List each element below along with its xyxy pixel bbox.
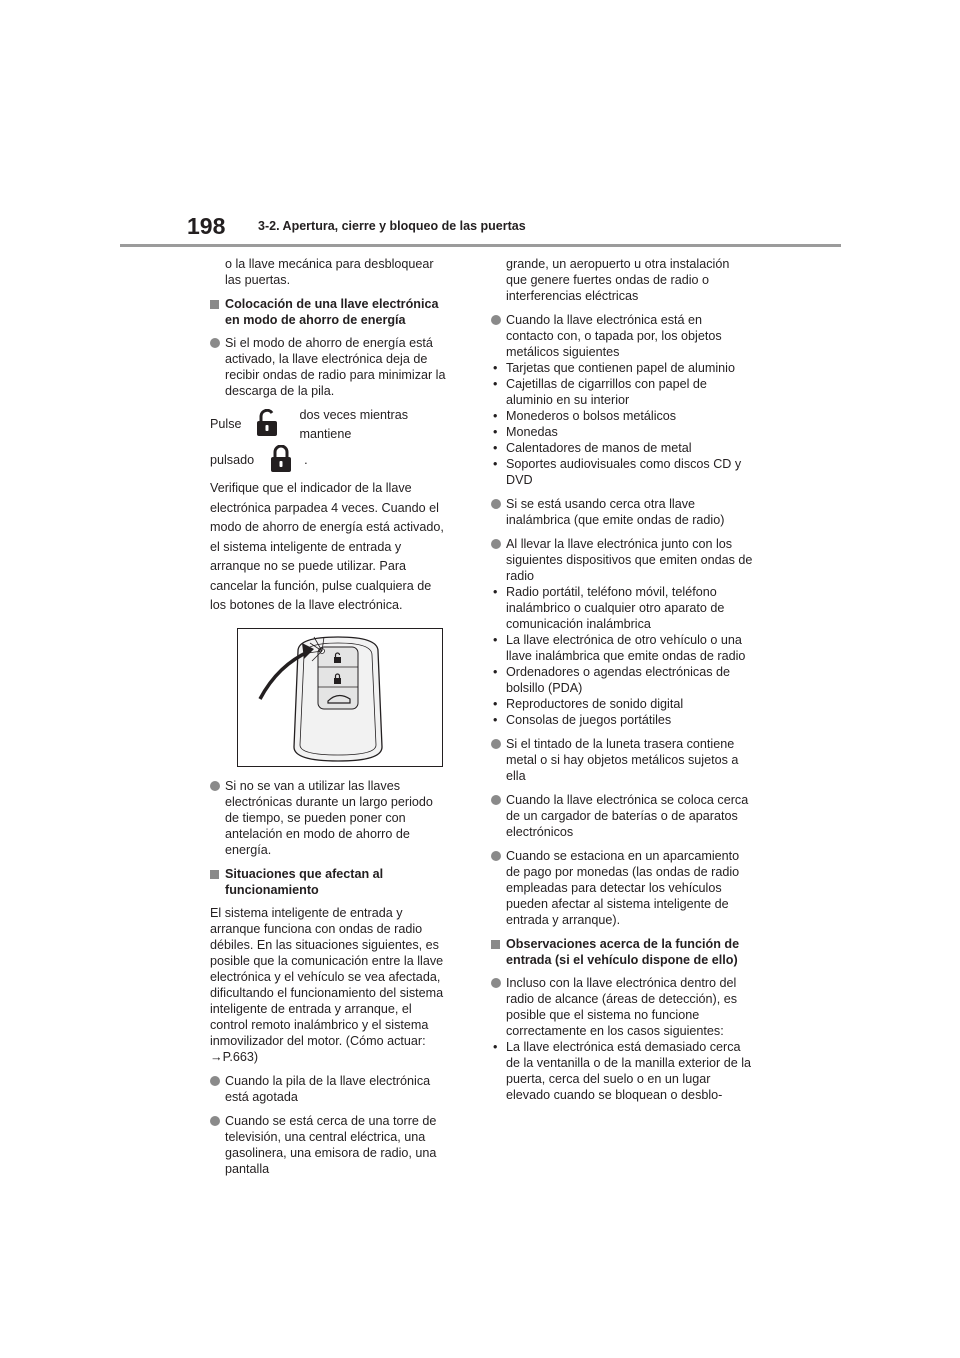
- instr-period: .: [304, 453, 308, 468]
- instruction-pressed-row: [210, 443, 450, 479]
- list-item: • Tarjetas que contienen papel de aluminio: [491, 360, 753, 376]
- instr-pulse: Pulse: [210, 417, 242, 432]
- list-item: • Ordenadores o agendas electrónicas de bolsillo (PDA): [491, 664, 753, 696]
- bullet-battery: Cuando la pila de la llave electrónica está agotada: [210, 1073, 450, 1105]
- device-items-list: [491, 584, 753, 728]
- lock-icon: [270, 445, 292, 477]
- bullet-devices: Al llevar la llave electrónica junto con los siguientes dispositivos que emiten ondas de radio: [491, 536, 753, 584]
- list-item: • Soportes audiovisuales como discos CD y DVD: [491, 456, 753, 488]
- right-column: [491, 256, 753, 1111]
- list-item: • Consolas de juegos portátiles: [491, 712, 753, 728]
- para-situations: El sistema inteligente de entrada y arranque funciona con ondas de radio débiles. En las situaciones siguientes, es posible que la comunicación entre la llave electrónica y el vehículo se vea afectada, dificultando el funcionamiento del sistema inteligente de entrada y arranque, el control remoto inalámbrico y el sistema inmovilizador del motor. (Cómo actuar: →P.663): [210, 905, 444, 1064]
- continuation-text-right: grande, un aeropuerto u otra instalación que genere fuertes ondas de radio o interferencias eléctricas: [506, 257, 730, 303]
- header-rule: [120, 244, 841, 247]
- bullet-other-key: Si se está usando cerca otra llave inalámbrica (que emite ondas de radio): [491, 496, 753, 528]
- metal-items-list: [491, 360, 753, 488]
- instruction-pulse-row: [210, 407, 450, 443]
- heading-observations: Observaciones acerca de la función de entrada (si el vehículo dispone de ello): [491, 936, 753, 968]
- bullet-metal: Cuando la llave electrónica está en contacto con, o tapada por, los objetos metálicos siguientes: [491, 312, 753, 360]
- heading-situations: Situaciones que afectan al funcionamiento: [210, 866, 450, 898]
- instruction-rest: Verifique que el indicador de la llave electrónica parpadea 4 veces. Cuando el modo de ahorro de energía está activado, el sistema inteligente de entrada y arranque no se puede utilizar. Para cancelar la función, pulse cualquiera de los botones de la llave electrónica.: [210, 481, 444, 612]
- list-item: • La llave electrónica está demasiado cerca de la ventanilla o de la manilla exterior de la puerta, cerca del suelo o en un lugar elevado cuando se bloquean o desblo-: [491, 1039, 753, 1103]
- list-item: • Monederos o bolsos metálicos: [491, 408, 753, 424]
- bullet-tint: Si el tintado de la luneta trasera contiene metal o si hay objetos metálicos sujetos a ella: [491, 736, 753, 784]
- page-number: 198: [187, 213, 226, 239]
- bullet-inside: Incluso con la llave electrónica dentro del radio de alcance (áreas de detección), es posible que el sistema no funcione correctamente en los casos siguientes:: [491, 975, 753, 1039]
- bullet-unused-keys: Si no se van a utilizar las llaves electrónicas durante un largo periodo de tiempo, se pueden poner con antelación en modo de ahorro de energía.: [210, 778, 450, 858]
- left-column: [210, 256, 450, 1185]
- list-item: • Radio portátil, teléfono móvil, teléfono inalámbrico o cualquier otro aparato de comunicación inalámbrica: [491, 584, 753, 632]
- list-item: • Monedas: [491, 424, 753, 440]
- electronic-key-illustration: [237, 628, 443, 767]
- bullet-parking: Cuando se estaciona en un aparcamiento de pago por monedas (las ondas de radio empleadas para detectar los vehículos pueden afectar al sistema inteligente de entrada y arranque).: [491, 848, 753, 928]
- section-title: 3-2. Apertura, cierre y bloqueo de las puertas: [258, 219, 526, 233]
- list-item: • Reproductores de sonido digital: [491, 696, 753, 712]
- instr-pressed: pulsado: [210, 453, 255, 468]
- list-item: • Cajetillas de cigarrillos con papel de aluminio en su interior: [491, 376, 753, 408]
- list-item: • La llave electrónica de otro vehículo o una llave inalámbrica que emite ondas de radio: [491, 632, 753, 664]
- heading-power-save: Colocación de una llave electrónica en modo de ahorro de energía: [210, 296, 450, 328]
- continuation-text: o la llave mecánica para desbloquear las puertas.: [225, 257, 434, 287]
- unlock-icon: [256, 409, 278, 441]
- bullet-charger: Cuando la llave electrónica se coloca cerca de un cargador de baterías o de aparatos electrónicos: [491, 792, 753, 840]
- list-item: • Calentadores de manos de metal: [491, 440, 753, 456]
- instr-twice: dos veces mientras mantiene: [299, 407, 409, 441]
- bullet-tower: Cuando se está cerca de una torre de televisión, una central eléctrica, una gasolinera, una emisora de radio, una pantalla: [210, 1113, 450, 1177]
- bullet-power-save: Si el modo de ahorro de energía está activado, la llave electrónica deja de recibir ondas de radio para minimizar la descarga de la pila.: [210, 335, 450, 399]
- inside-items-list: [491, 1039, 753, 1103]
